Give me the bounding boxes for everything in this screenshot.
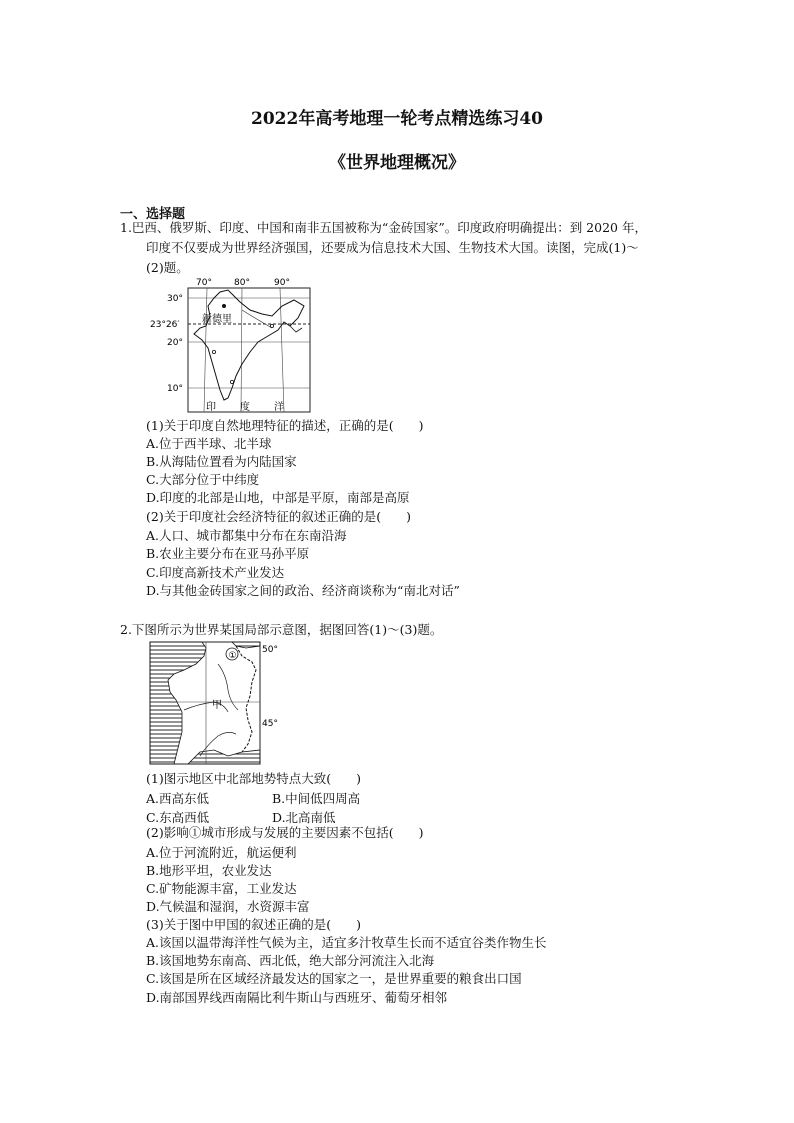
- document-subtitle: 《世界地理概况》: [329, 153, 465, 173]
- question-2-1-stem: (1)图示地区中北部地势特点大致( ): [146, 771, 361, 786]
- question-1-1-option-a: A.位于西半球、北半球: [146, 436, 272, 451]
- lat-label-30: 30°: [167, 294, 183, 304]
- question-2-2-option-b: B.地形平坦，农业发达: [146, 863, 272, 878]
- marker-city-1: ①: [228, 651, 237, 661]
- question-2-1-option-a: A.西高东低: [146, 791, 210, 806]
- lat-label-10: 10°: [167, 384, 183, 394]
- ocean-label-2: 度: [240, 402, 250, 413]
- city-dot-new-delhi: [222, 304, 226, 308]
- india-map: [150, 276, 322, 414]
- question-1-line-1: 1.巴西、俄罗斯、印度、中国和南非五国被称为“金砖国家”。印度政府明确提出：到 2020 年，: [120, 220, 647, 235]
- france-map: [148, 640, 288, 768]
- question-1-1-option-d: D.印度的北部是山地，中部是平原，南部是高原: [146, 490, 410, 505]
- question-2-2-option-d: D.气候温和湿润，水资源丰富: [146, 899, 310, 914]
- question-1-line-2: 印度不仅要成为世界经济强国，还要成为信息技术大国、生物技术大国。读图，完成(1)～: [146, 240, 639, 255]
- question-2-3-stem: (3)关于图中甲国的叙述正确的是( ): [146, 917, 361, 932]
- lon-label-70: 70°: [196, 278, 212, 288]
- question-2-3-option-c: C.该国是所在区域经济最发达的国家之一，是世界重要的粮食出口国: [146, 971, 522, 986]
- lat-label-50: 50°: [262, 645, 278, 655]
- ocean-label-1: 印: [206, 402, 216, 413]
- section-heading: 一、选择题: [120, 207, 186, 222]
- question-1-2-option-d: D.与其他金砖国家之间的政治、经济商谈称为“南北对话”: [146, 583, 460, 598]
- question-2-2-option-a: A.位于河流附近，航运便利: [146, 845, 297, 860]
- lat-label-45: 45°: [262, 719, 278, 729]
- question-1-2-stem: (2)关于印度社会经济特征的叙述正确的是( ): [146, 509, 411, 524]
- question-2-3-option-b: B.该国地势东南高、西北低，绝大部分河流注入北海: [146, 953, 435, 968]
- country-label-jia: 甲: [212, 700, 222, 711]
- question-2-1-option-b: B.中间低四周高: [272, 791, 361, 806]
- question-1-1-option-c: C.大部分位于中纬度: [146, 472, 260, 487]
- question-2-3-option-a: A.该国以温带海洋性气候为主，适宜多汁牧草生长而不适宜谷类作物生长: [146, 935, 547, 950]
- lon-label-80: 80°: [234, 278, 250, 288]
- question-1-line-3: (2)题。: [146, 260, 189, 275]
- question-1-2-option-c: C.印度高新技术产业发达: [146, 565, 285, 580]
- question-1-stem: [120, 218, 647, 278]
- question-1-2-option-a: A.人口、城市都集中分布在东南沿海: [146, 528, 347, 543]
- lon-label-90: 90°: [274, 278, 290, 288]
- question-2-1-option-c: C.东高西低: [146, 810, 210, 825]
- question-2-2-stem: (2)影响①城市形成与发展的主要因素不包括( ): [146, 825, 424, 840]
- question-2-2-option-c: C.矿物能源丰富，工业发达: [146, 881, 297, 896]
- lat-label-20: 20°: [167, 338, 183, 348]
- document-title: 2022年高考地理一轮考点精选练习40: [251, 109, 543, 129]
- question-1-1-option-b: B.从海陆位置看为内陆国家: [146, 454, 297, 469]
- question-2-stem: 2.下图所示为世界某国局部示意图，据图回答(1)～(3)题。: [120, 622, 443, 637]
- city-label-new-delhi: 新德里: [202, 314, 232, 325]
- question-1-1-stem: (1)关于印度自然地理特征的描述，正确的是( ): [146, 418, 424, 433]
- question-1-2-option-b: B.农业主要分布在亚马孙平原: [146, 546, 310, 561]
- ocean-label-3: 洋: [274, 402, 284, 413]
- lat-label-tropic: 23°26′: [150, 320, 180, 330]
- question-2-1-option-d: D.北高南低: [272, 810, 336, 825]
- question-2-3-option-d: D.南部国界线西南隔比利牛斯山与西班牙、葡萄牙相邻: [146, 990, 448, 1005]
